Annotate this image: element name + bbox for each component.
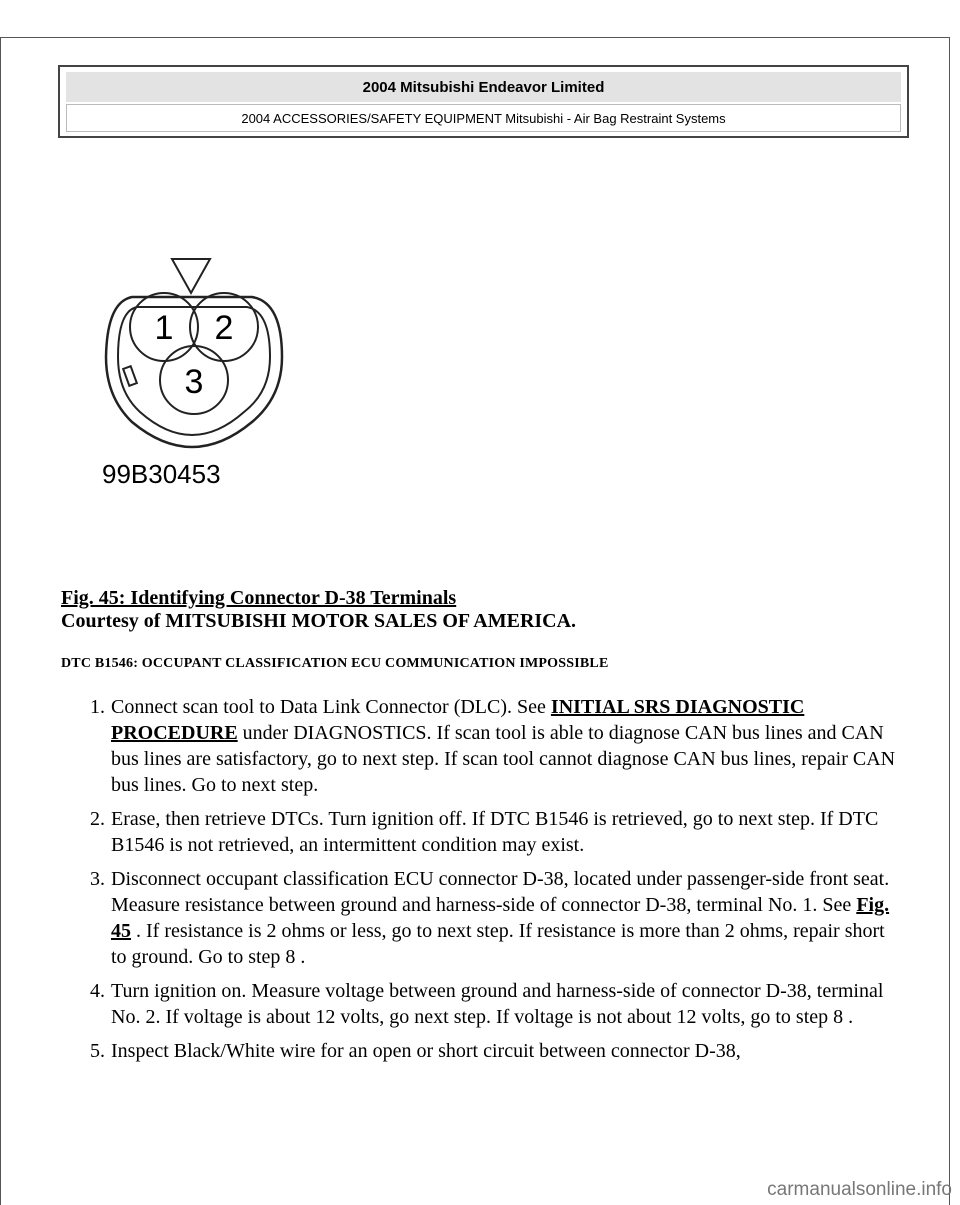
initial-srs-procedure-link[interactable]: INITIAL SRS DIAGNOSTIC PROCEDURE — [111, 696, 805, 744]
document-header — [58, 65, 909, 138]
figure-image-id: 99B30453 — [102, 459, 221, 489]
step-text-post: under DIAGNOSTICS. If scan tool is able to diagnose CAN bus lines and CAN bus lines are satisfactory, go to next step. If scan tool cannot diagnose CAN bus lines, repair CAN bus lines. Go to next step. — [111, 722, 896, 796]
step-text: Erase, then retrieve DTCs. Turn ignition off. If DTC B1546 is retrieved, go to next step. If DTC B1546 is not retrieved, an intermittent condition may exist. — [111, 808, 879, 856]
section-subtitle: 2004 ACCESSORIES/SAFETY EQUIPMENT Mitsubishi - Air Bag Restraint Systems — [66, 104, 901, 132]
key-triangle-icon — [172, 259, 210, 293]
figure-caption-label: Fig. 45: Identifying Connector D-38 Terminals — [61, 587, 457, 609]
list-item — [61, 806, 901, 858]
connector-d38-diagram — [92, 247, 312, 497]
terminal-label-3: 3 — [184, 363, 204, 401]
step-text-post: . If resistance is 2 ohms or less, go to next step. If resistance is more than 2 ohms, repair short to ground. Go to step 8 . — [111, 920, 885, 968]
step-number: 2. — [90, 808, 105, 830]
vehicle-title: 2004 Mitsubishi Endeavor Limited — [66, 72, 901, 102]
dtc-heading: DTC B1546: OCCUPANT CLASSIFICATION ECU COMMUNICATION IMPOSSIBLE — [61, 656, 609, 671]
terminal-label-2: 2 — [214, 309, 234, 347]
site-watermark: carmanualsonline.info — [767, 1179, 952, 1200]
list-item — [61, 978, 901, 1030]
step-number: 4. — [90, 980, 105, 1002]
terminal-label-1: 1 — [154, 309, 174, 347]
figure-caption — [61, 585, 456, 611]
list-item — [61, 1038, 901, 1064]
connector-figure — [92, 247, 312, 497]
figure-courtesy: Courtesy of MITSUBISHI MOTOR SALES OF AMERICA. — [61, 610, 577, 632]
step-text: Inspect Black/White wire for an open or short circuit between connector D-38, — [111, 1040, 741, 1062]
step-number: 3. — [90, 868, 105, 890]
step-text-pre: Disconnect occupant classification ECU connector D-38, located under passenger-side front seat. Measure resistance between ground and harness-side of connector D-38, terminal No. 1. See — [111, 868, 890, 916]
step-number: 1. — [90, 696, 105, 718]
step-text: Turn ignition on. Measure voltage between ground and harness-side of connector D-38, terminal No. 2. If voltage is about 12 volts, go next step. If voltage is not about 12 volts, go to step 8 . — [111, 980, 884, 1028]
list-item — [61, 866, 901, 970]
step-text-pre: Connect scan tool to Data Link Connector (DLC). See — [111, 696, 551, 718]
latch-nub — [123, 366, 137, 386]
step-text — [111, 866, 901, 970]
step-text — [111, 694, 901, 798]
procedure-steps — [61, 694, 901, 1072]
list-item — [61, 694, 901, 798]
step-number: 5. — [90, 1040, 105, 1062]
fig-45-link[interactable]: Fig. 45 — [111, 894, 890, 942]
